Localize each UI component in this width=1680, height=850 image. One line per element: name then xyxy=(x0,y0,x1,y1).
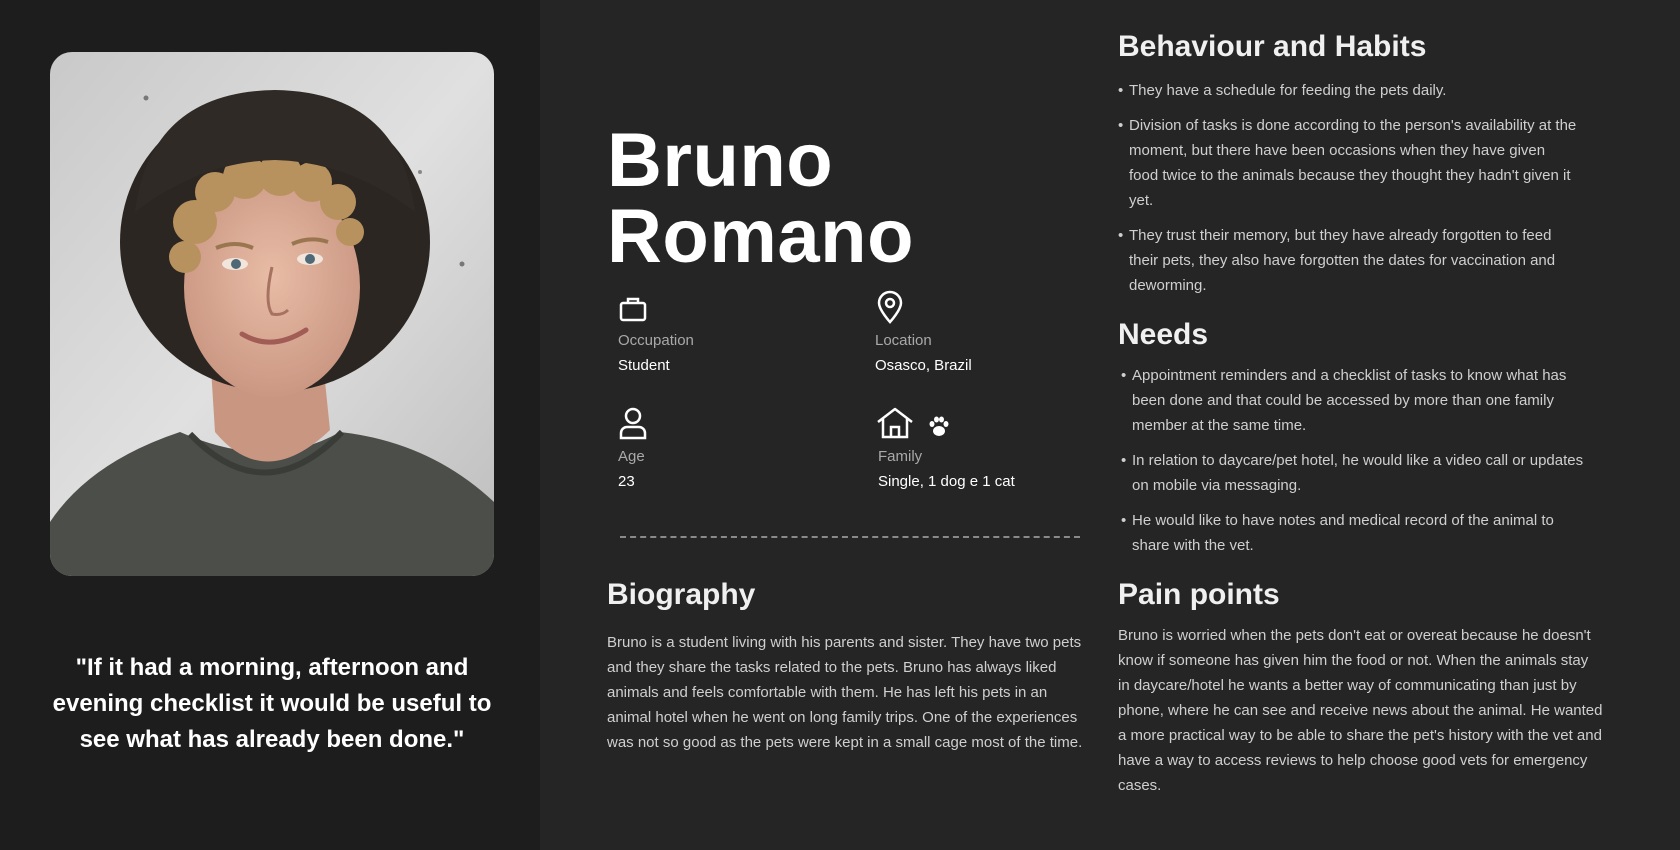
persona-quote: "If it had a morning, afternoon and evening checklist it would be useful to see what has already been done." xyxy=(52,654,492,753)
location-block xyxy=(875,288,1105,374)
map-pin-icon xyxy=(875,290,905,324)
home-icon xyxy=(875,406,915,440)
list-item: • They trust their memory, but they have already forgotten to feed their pets, they also have forgotten the dates for vaccination and deworming. xyxy=(1118,223,1578,298)
age-value: 23 xyxy=(618,473,635,490)
occupation-label: Occupation xyxy=(618,332,694,349)
list-item: • They have a schedule for feeding the pets daily. xyxy=(1118,78,1578,103)
location-value: Osasco, Brazil xyxy=(875,357,972,374)
location-label: Location xyxy=(875,332,932,349)
occupation-value: Student xyxy=(618,357,670,374)
paw-icon xyxy=(927,414,951,438)
behaviour-list xyxy=(1118,78,1578,308)
section-divider xyxy=(620,536,1080,538)
pain-points-text: Bruno is worried when the pets don't eat or overeat because he doesn't know if someone has given him the food or not. When the animals stay in daycare/hotel he wants a better way of communicating than just by phone, where he can see and receive news about the animal. He wanted a more practical way to be able to share the pet's history with the vet and have a way to access reviews to help choose good vets for emergency cases. xyxy=(1118,627,1603,794)
list-item: • Division of tasks is done according to the person's availability at the moment, but there have been occasions when they have given food twice to the animals because they thought they hadn't given it yet. xyxy=(1118,113,1578,213)
age-label: Age xyxy=(618,448,645,465)
family-block xyxy=(875,404,1105,490)
pain-points-title: Pain points xyxy=(1118,578,1280,611)
persona-photo xyxy=(50,52,494,576)
behaviour-title: Behaviour and Habits xyxy=(1118,30,1427,63)
first-name: Bruno xyxy=(607,117,834,203)
biography-text: Bruno is a student living with his parents and sister. They have two pets and they share the tasks related to the pets. Bruno has always liked animals and feels comfortable with them. He has left his pets in an animal hotel when he went on long family trips. One of the experiences was not so good as the pets were kept in a small cage most of the time. xyxy=(607,634,1083,751)
needs-title: Needs xyxy=(1118,318,1209,351)
family-label: Family xyxy=(878,448,923,465)
list-item: • In relation to daycare/pet hotel, he would like a video call or updates on mobile via messaging. xyxy=(1121,448,1591,498)
last-name: Romano xyxy=(607,193,914,279)
user-icon xyxy=(618,406,648,440)
list-item: • He would like to have notes and medical record of the animal to share with the vet. xyxy=(1121,508,1591,558)
biography-title: Biography xyxy=(607,578,756,611)
needs-list xyxy=(1121,363,1591,568)
list-item: • Appointment reminders and a checklist of tasks to know what has been done and that could be accessed by more than one family member at the same time. xyxy=(1121,363,1591,438)
persona-name xyxy=(607,117,1027,279)
occupation-block xyxy=(618,288,848,374)
family-value: Single, 1 dog e 1 cat xyxy=(878,473,1015,490)
briefcase-icon xyxy=(618,294,648,324)
age-block xyxy=(618,404,848,490)
left-panel xyxy=(0,0,540,850)
